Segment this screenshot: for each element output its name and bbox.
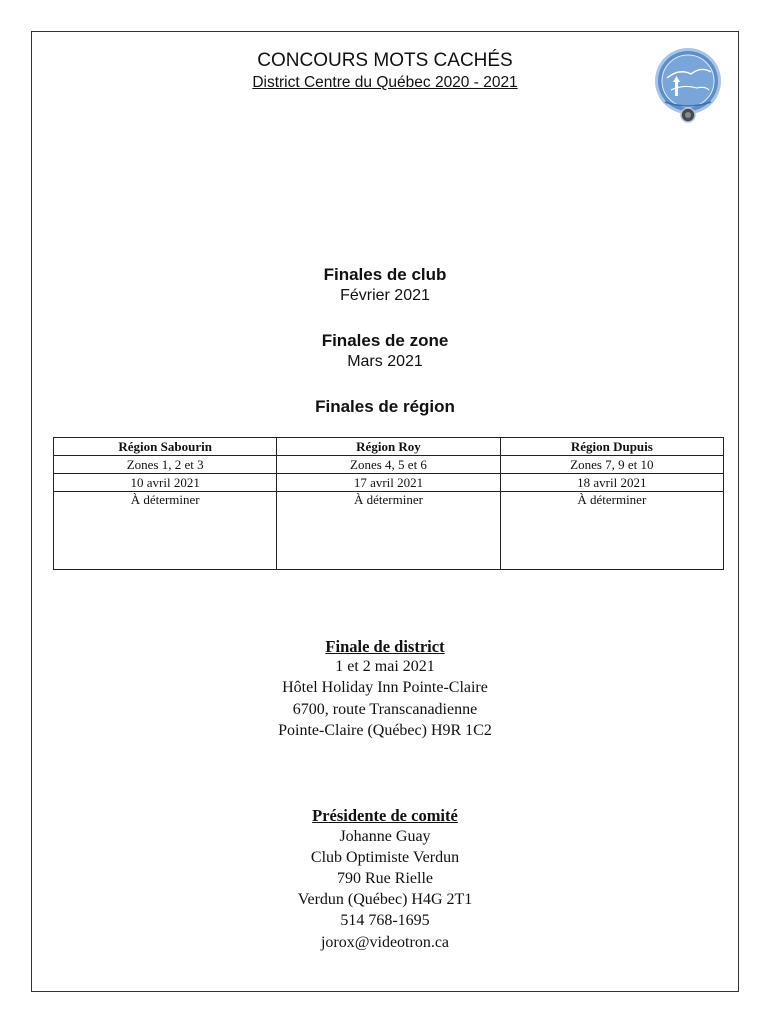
president-phone: 514 768-1695 <box>340 912 430 929</box>
region-roy-zones: Zones 4, 5 et 6 <box>277 456 500 474</box>
district-final-city: Pointe-Claire (Québec) H9R 1C2 <box>278 722 492 739</box>
club-finals-heading: Finales de club <box>323 265 447 284</box>
table-row <box>54 492 724 570</box>
page-subtitle: District Centre du Québec 2020 - 2021 <box>252 74 518 91</box>
district-final-venue: Hôtel Holiday Inn Pointe-Claire <box>282 679 488 696</box>
president-email[interactable]: jorox@videotron.ca <box>320 934 450 951</box>
zone-finals-heading: Finales de zone <box>321 331 449 350</box>
region-roy-name: Région Roy <box>277 438 500 456</box>
table-row <box>54 456 724 474</box>
district-final-street: 6700, route Transcanadienne <box>292 701 478 718</box>
zone-finals-date: Mars 2021 <box>347 353 423 370</box>
table-row <box>54 438 724 456</box>
president-name: Johanne Guay <box>339 828 431 845</box>
optimist-seal-icon <box>653 46 723 124</box>
region-roy-location: À déterminer <box>277 492 500 570</box>
region-dupuis-zones: Zones 7, 9 et 10 <box>500 456 723 474</box>
district-final-heading: Finale de district <box>325 637 445 656</box>
table-row <box>54 474 724 492</box>
region-finals-heading: Finales de région <box>315 397 455 416</box>
club-finals-date: Février 2021 <box>340 287 430 304</box>
page-title: CONCOURS MOTS CACHÉS <box>257 50 513 71</box>
region-sabourin-name: Région Sabourin <box>54 438 277 456</box>
region-sabourin-location: À déterminer <box>54 492 277 570</box>
region-dupuis-name: Région Dupuis <box>500 438 723 456</box>
region-roy-date: 17 avril 2021 <box>277 474 500 492</box>
president-city: Verdun (Québec) H4G 2T1 <box>297 891 473 908</box>
region-sabourin-zones: Zones 1, 2 et 3 <box>54 456 277 474</box>
region-dupuis-location: À déterminer <box>500 492 723 570</box>
region-dupuis-date: 18 avril 2021 <box>500 474 723 492</box>
district-final-date: 1 et 2 mai 2021 <box>335 658 435 675</box>
president-club: Club Optimiste Verdun <box>310 849 460 866</box>
region-sabourin-date: 10 avril 2021 <box>54 474 277 492</box>
committee-president-heading: Présidente de comité <box>312 806 458 825</box>
regions-table <box>53 437 724 570</box>
president-street: 790 Rue Rielle <box>337 870 433 887</box>
